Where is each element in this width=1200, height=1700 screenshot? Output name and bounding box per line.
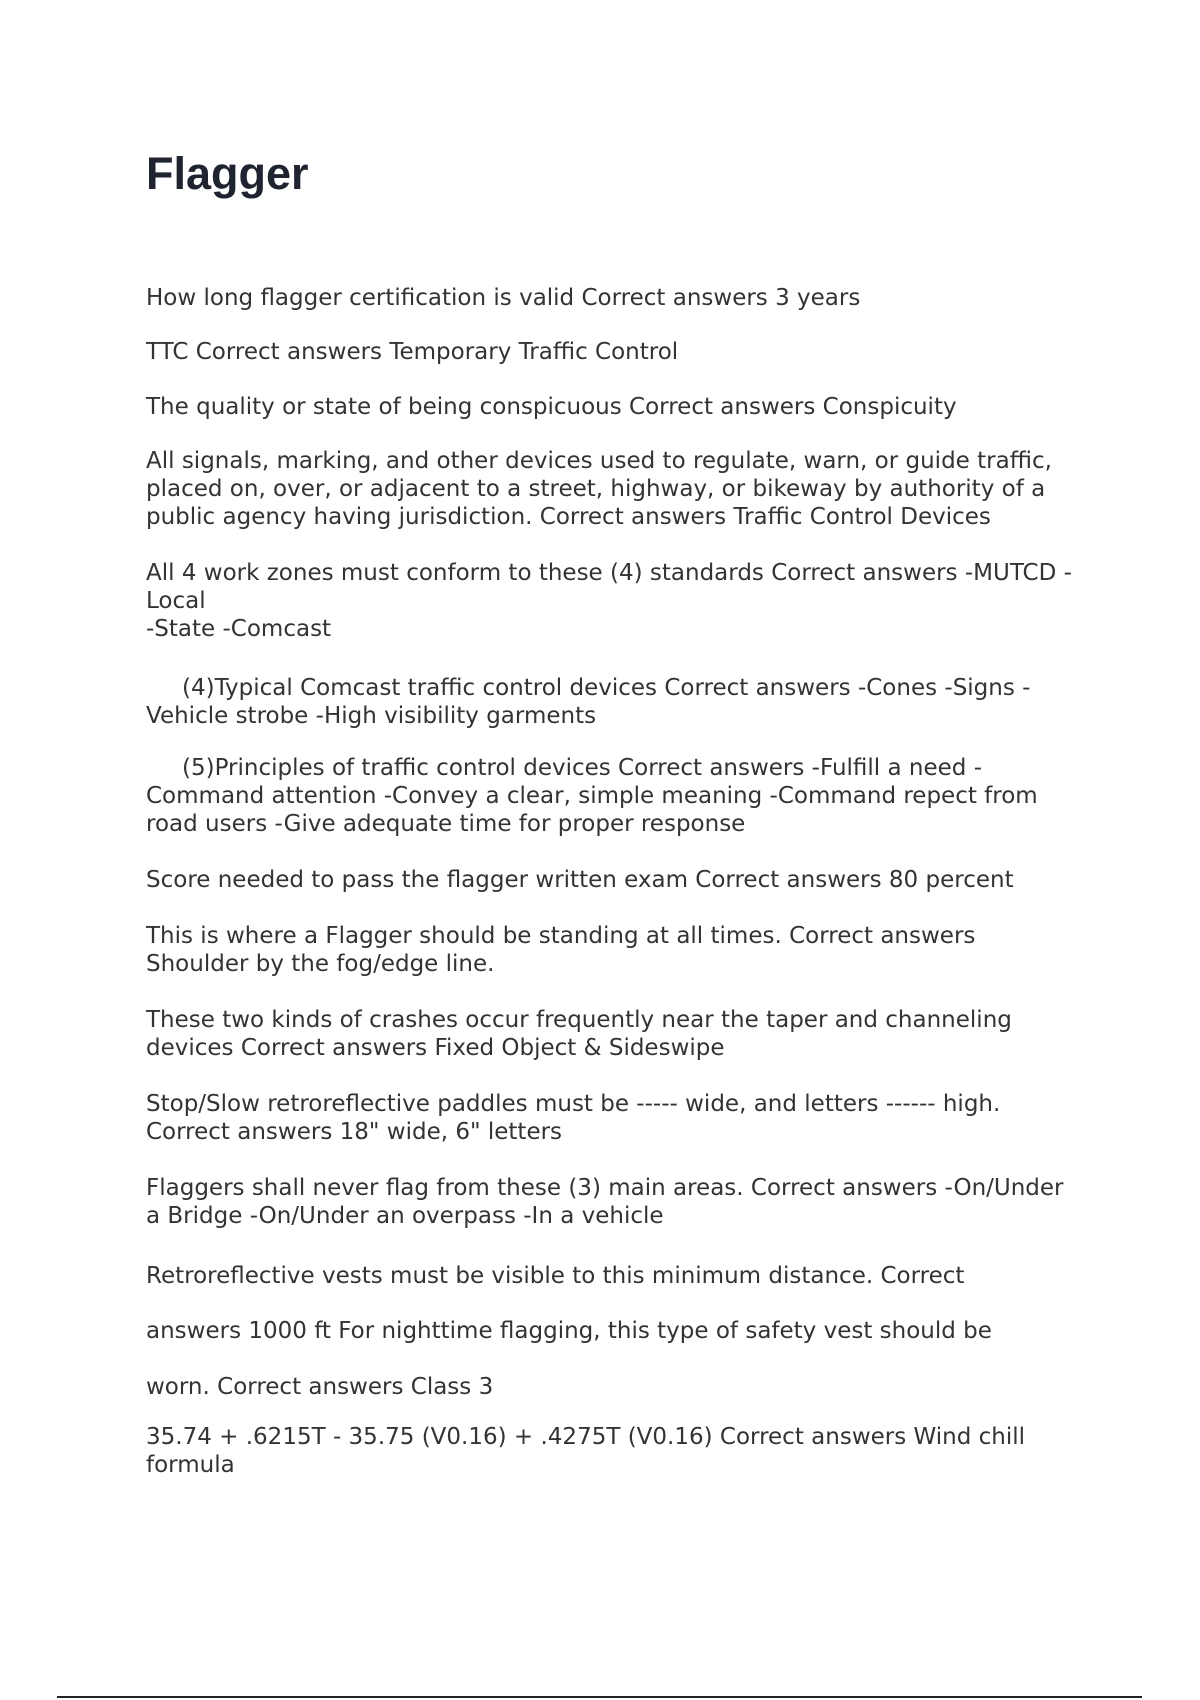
flashcard-wind-chill-formula: 35.74 + .6215T - 35.75 (V0.16) + .4275T (V0.16) Correct answers Wind chill formula — [146, 1424, 1026, 1478]
page-title: Flagger — [146, 148, 309, 199]
flashcard-vest-visibility: Retroreflective vests must be visible to this minimum distance. Correct — [146, 1263, 965, 1289]
flashcard-typical-devices: (4)Typical Comcast traffic control devices Correct answers -Cones -Signs -Vehicle strobe -High visibility garments — [146, 675, 1031, 729]
flashcard-device-principles: (5)Principles of traffic control devices Correct answers -Fulfill a need -Command attention -Convey a clear, simple meaning -Command repect from road users -Give adequate time for proper response — [146, 755, 1038, 837]
flashcard-ttc: TTC Correct answers Temporary Traffic Control — [146, 339, 679, 365]
flashcard-passing-score: Score needed to pass the flagger written exam Correct answers 80 percent — [146, 867, 1014, 893]
flashcard-night-vest-class: worn. Correct answers Class 3 — [146, 1374, 494, 1400]
flashcard-traffic-control-devices: All signals, marking, and other devices used to regulate, warn, or guide traffic, placed on, over, or adjacent to a street, highway, or bikeway by authority of a public agency having jurisdiction. Correct answers Traffic Control Devices — [146, 448, 1052, 530]
flashcard-conspicuity: The quality or state of being conspicuous Correct answers Conspicuity — [146, 394, 957, 420]
flashcard-flagger-position: This is where a Flagger should be standing at all times. Correct answers Shoulder by the fog/edge line. — [146, 923, 976, 977]
flashcard-work-zone-standards: All 4 work zones must conform to these (4) standards Correct answers -MUTCD -Local -State -Comcast — [146, 560, 1072, 642]
flashcard-list — [146, 284, 1076, 1479]
flashcard-certification-validity: How long flagger certification is valid Correct answers 3 years — [146, 285, 861, 311]
flashcard-crash-types: These two kinds of crashes occur frequently near the taper and channeling devices Correct answers Fixed Object & Sideswipe — [146, 1007, 1012, 1061]
flashcard-paddle-size: Stop/Slow retroreflective paddles must be ----- wide, and letters ------ high. Correct answers 18" wide, 6" letters — [146, 1091, 1001, 1145]
footer-divider — [57, 1696, 1142, 1698]
flashcard-vest-visibility-continued: answers 1000 ft For nighttime flagging, this type of safety vest should be — [146, 1318, 992, 1344]
flashcard-no-flag-areas: Flaggers shall never flag from these (3) main areas. Correct answers -On/Under a Bridge -On/Under an overpass -In a vehicle — [146, 1175, 1064, 1229]
